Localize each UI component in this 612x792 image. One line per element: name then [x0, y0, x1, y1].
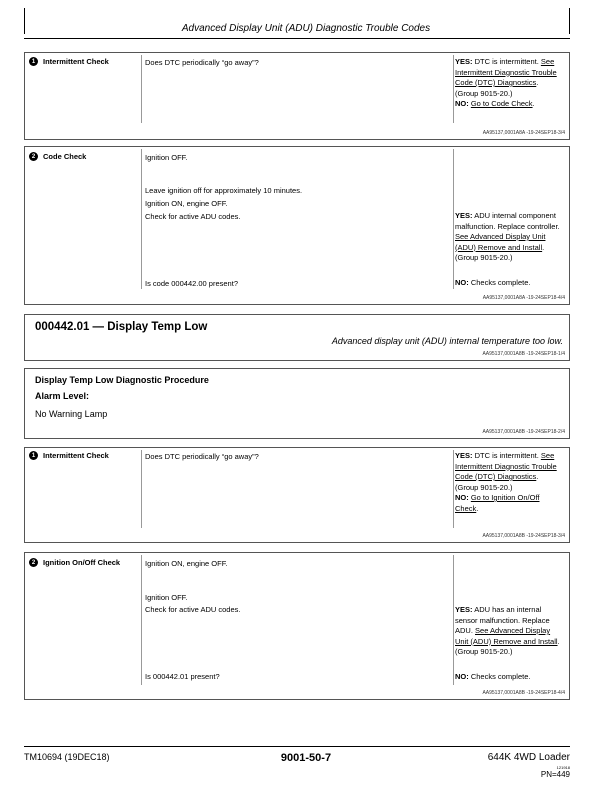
check-question: Is 000442.01 present?: [145, 672, 220, 681]
step-ignition-off: Ignition OFF.: [145, 153, 188, 162]
yes-text: DTC is intermittent.: [474, 451, 539, 460]
reference-code: AA95137,0001A8A -19-24SEP18-3/4: [482, 130, 565, 136]
right-crop-mark: [569, 8, 570, 34]
procedure-title: Display Temp Low Diagnostic Procedure: [35, 375, 209, 385]
yes-tail: . (Group 9015-20.): [455, 78, 539, 98]
reference-code: AA95137,0001A8B -19-24SEP18-3/4: [482, 533, 565, 539]
check-question: Does DTC periodically “go away”?: [145, 452, 259, 461]
step-ignition-on: Ignition ON, engine OFF.: [145, 199, 228, 208]
intermittent-check-box-b: [24, 447, 570, 543]
step-label: [29, 152, 86, 161]
step-number-badge: 2: [29, 558, 38, 567]
step-title: Intermittent Check: [43, 451, 109, 460]
intermittent-dtc-link[interactable]: See Intermittent Diagnostic Trouble Code (DTC) Diagnostics: [455, 57, 557, 87]
step-number-badge: 1: [29, 451, 38, 460]
step-title: Intermittent Check: [43, 57, 109, 66]
step-wait: Leave ignition off for approximately 10 minutes.: [145, 186, 303, 195]
left-crop-mark: [24, 8, 25, 34]
yes-text: ADU has an internal sensor malfunction. Replace ADU.: [455, 605, 550, 635]
code-check-box: [24, 146, 570, 305]
no-label: NO:: [455, 278, 469, 287]
result-column: [455, 57, 563, 110]
intermittent-dtc-link[interactable]: See Intermittent Diagnostic Trouble Code (DTC) Diagnostics: [455, 451, 557, 481]
footer-rule: [24, 746, 570, 747]
reference-code: AA95137,0001A8B -19-24SEP18-2/4: [482, 429, 565, 435]
yes-result: [455, 211, 563, 264]
footer-manual-id: TM10694 (19DEC18): [24, 752, 110, 762]
reference-code: AA95137,0001A8A -19-24SEP18-4/4: [482, 295, 565, 301]
step-check-codes: Check for active ADU codes.: [145, 212, 241, 221]
header-rule: [24, 38, 570, 39]
no-label: NO:: [455, 672, 469, 681]
column-divider: [141, 555, 142, 685]
intermittent-check-box-a: [24, 52, 570, 140]
go-to-ignition-check-link[interactable]: Go to Ignition On/Off Check: [455, 493, 540, 513]
check-question: Is code 000442.00 present?: [145, 279, 238, 288]
column-divider: [141, 149, 142, 289]
step-number-badge: 1: [29, 57, 38, 66]
column-divider: [453, 55, 454, 123]
yes-label: YES:: [455, 57, 473, 66]
step-number-badge: 2: [29, 152, 38, 161]
reference-code: AA95137,0001A8B -19-24SEP18-1/4: [482, 351, 565, 357]
no-text: Checks complete.: [470, 278, 531, 287]
alarm-level-value: No Warning Lamp: [35, 409, 108, 419]
no-result: [455, 278, 563, 289]
no-tail: .: [476, 503, 479, 513]
page-header-title: Advanced Display Unit (ADU) Diagnostic Trouble Codes: [181, 23, 431, 34]
column-divider: [141, 450, 142, 528]
no-text: Checks complete.: [470, 672, 531, 681]
step-label: [29, 451, 109, 460]
step-title: Code Check: [43, 152, 87, 161]
step-check-codes: Check for active ADU codes.: [145, 605, 241, 614]
column-divider: [453, 555, 454, 685]
yes-tail: . (Group 9015-20.): [455, 242, 545, 262]
step-ignition-on: Ignition ON, engine OFF.: [145, 559, 228, 568]
no-label: NO:: [455, 99, 469, 108]
dtc-section-header: [24, 314, 570, 361]
reference-code: AA95137,0001A8B -19-24SEP18-4/4: [482, 690, 565, 696]
footer-machine: 644K 4WD Loader: [487, 752, 570, 763]
column-divider: [141, 55, 142, 123]
no-label: NO:: [455, 493, 469, 502]
adu-remove-install-link[interactable]: See Advanced Display Unit (ADU) Remove and Install: [455, 232, 546, 252]
column-divider: [453, 149, 454, 289]
step-ignition-off: Ignition OFF.: [145, 593, 188, 602]
alarm-level-label: Alarm Level:: [35, 391, 90, 401]
yes-label: YES:: [455, 605, 473, 614]
step-label: [29, 558, 120, 567]
yes-tail: . (Group 9015-20.): [455, 636, 560, 656]
no-tail: .: [532, 99, 535, 108]
yes-tail: . (Group 9015-20.): [455, 472, 539, 492]
yes-text: DTC is intermittent.: [474, 57, 539, 66]
dtc-description: Advanced display unit (ADU) internal temperature too low.: [331, 336, 563, 346]
dtc-title: 000442.01 — Display Temp Low: [35, 321, 208, 333]
footer-page-number: 9001-50-7: [280, 752, 332, 764]
ignition-on-off-check-box: [24, 552, 570, 700]
column-divider: [453, 450, 454, 528]
yes-label: YES:: [455, 211, 473, 220]
go-to-code-check-link[interactable]: Go to Code Check: [470, 99, 533, 108]
check-question: Does DTC periodically “go away”?: [145, 58, 259, 67]
adu-remove-install-link[interactable]: See Advanced Display Unit (ADU) Remove and Install: [455, 626, 558, 646]
no-result: [455, 672, 563, 683]
yes-text: ADU internal component malfunction. Replace controller.: [455, 211, 560, 231]
diagnostic-procedure-box: [24, 368, 570, 439]
footer-small-code: 121918: [556, 765, 570, 770]
step-label: [29, 57, 109, 66]
footer-pn: PN=449: [540, 770, 570, 779]
yes-result: [455, 605, 563, 658]
step-title: Ignition On/Off Check: [43, 558, 121, 567]
yes-label: YES:: [455, 451, 473, 460]
result-column: [455, 451, 563, 514]
